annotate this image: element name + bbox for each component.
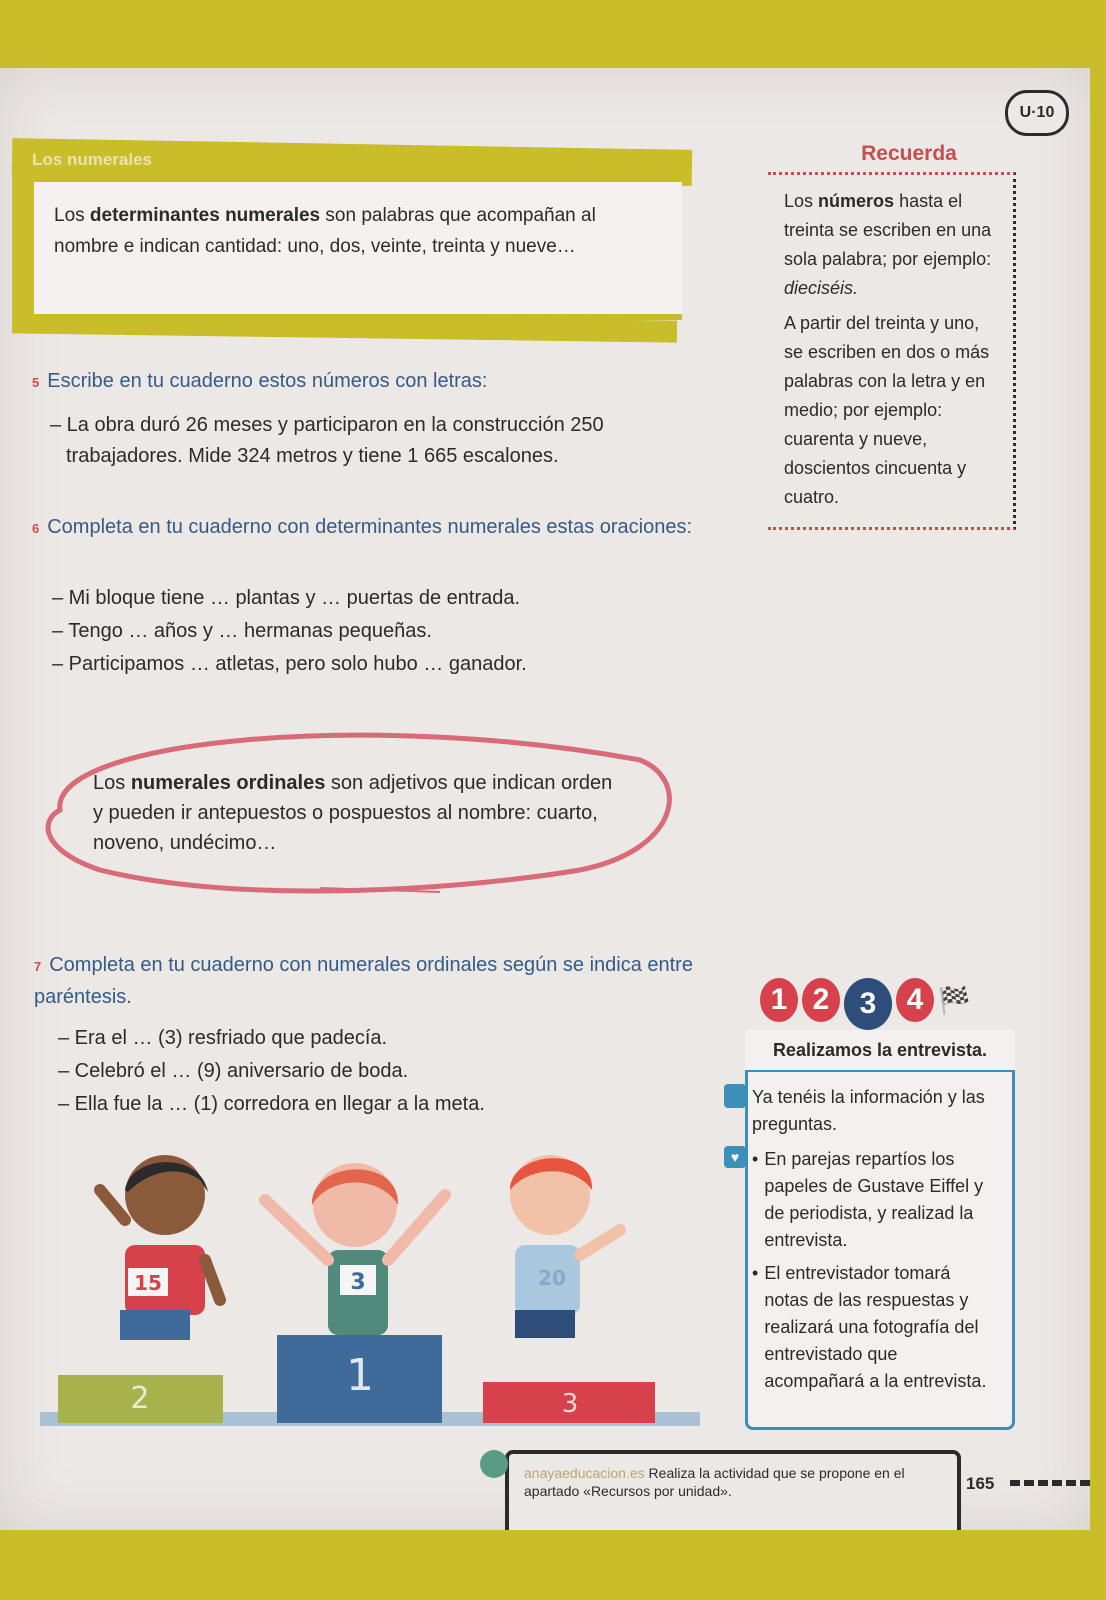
recuerda-p1-example: dieciséis. bbox=[784, 278, 859, 298]
footer-instruction: Realiza la actividad que se propone en el apartado «Recursos por unidad». bbox=[524, 1465, 905, 1499]
interview-title: Realizamos la entrevista. bbox=[745, 1030, 1015, 1072]
recuerda-box bbox=[768, 172, 1016, 530]
exercise-6-number: 6 bbox=[32, 521, 40, 536]
page-dashes bbox=[1010, 1480, 1090, 1486]
bib-3: 3 bbox=[350, 1270, 366, 1295]
exercise-7-number: 7 bbox=[34, 959, 42, 974]
page-number: 165 bbox=[966, 1474, 995, 1493]
exercise-7-item-3: – Ella fue la … (1) corredora en llegar a la meta. bbox=[58, 1093, 485, 1115]
podium-3-label: 3 bbox=[561, 1389, 579, 1419]
interview-panel: Ya tenéis la información y las preguntas. ♥ • En parejas repartíos los papeles de Gustave Eiffel y de periodista, y realizad la entrevista. • El entrevistador tomará notas de las respuestas y realizará una fotografía del entrevistado que acompañará a la entrevista. bbox=[745, 1040, 1015, 1430]
definition-box bbox=[34, 182, 682, 314]
ordinales-text bbox=[93, 768, 613, 858]
exercise-5-prompt: Escribe en tu cuaderno estos números con letras: bbox=[47, 370, 488, 392]
exercise-7-prompt: Completa en tu cuaderno con numerales ordinales según se indica entre paréntesis. bbox=[34, 954, 693, 1008]
bottom-band bbox=[0, 1530, 1106, 1600]
exercise-6-prompt: Completa en tu cuaderno con determinantes numerales estas oraciones: bbox=[47, 516, 693, 538]
recuerda-p1-pre: Los bbox=[784, 191, 819, 211]
recuerda-paragraph-1 bbox=[784, 187, 1001, 303]
child-left bbox=[100, 1155, 220, 1340]
step-3-current: 3 bbox=[844, 978, 892, 1030]
exercise-6-item-3: – Participamos … atletas, pero solo hubo … ganador. bbox=[52, 653, 527, 675]
definition-bold: determinantes numerales bbox=[89, 205, 321, 226]
definition-post: son palabras que acompañan al nombre e indican cantidad: uno, dos, veinte, treinta y nueve… bbox=[54, 205, 596, 257]
child-center bbox=[265, 1163, 445, 1335]
interview-bullet-2: El entrevistador tomará notas de las respuestas y realizará una fotografía del entrevistado que acompañará a la entrevista. bbox=[764, 1263, 987, 1391]
recuerda-p1-bold: números bbox=[818, 191, 895, 211]
exercise-5-number: 5 bbox=[32, 375, 40, 390]
bib-20: 20 bbox=[538, 1266, 566, 1290]
exercise-5-item: – La obra duró 26 meses y participaron en la construcción 250 trabajadores. Mide 324 metros y tiene 1 665 escalones. bbox=[50, 414, 604, 467]
checkered-flag-icon: 🏁 bbox=[938, 985, 971, 1015]
ordinales-post: son adjetivos que indican orden y pueden ir antepuestos o pospuestos al nombre: cuarto, noveno, undécimo… bbox=[93, 772, 613, 854]
child-right bbox=[510, 1155, 620, 1338]
exercise-7-item-1: – Era el … (3) resfriado que padecía. bbox=[58, 1027, 388, 1049]
definition-pre: Los bbox=[54, 205, 90, 226]
recuerda-title: Recuerda bbox=[861, 142, 957, 165]
step-2: 2 bbox=[802, 978, 840, 1022]
recuerda-paragraph-2: A partir del treinta y uno, se escriben en dos o más palabras con la letra y en medio; por ejemplo: cuarenta y nueve, doscientos cincuenta y cuatro. bbox=[784, 313, 990, 507]
ordinales-pre: Los bbox=[93, 772, 131, 794]
recuerda-p1-post: hasta el treinta se escriben en una sola palabra; por ejemplo: bbox=[784, 191, 992, 269]
exercise-6 bbox=[32, 512, 712, 544]
web-resource-icon bbox=[480, 1450, 508, 1478]
unit-badge: U·10 bbox=[1005, 90, 1069, 136]
interview-bullet-1: En parejas repartíos los papeles de Gustave Eiffel y de periodista, y realizad la entrevista. bbox=[764, 1149, 984, 1250]
podium-1-label: 1 bbox=[346, 1350, 374, 1401]
steps-indicator bbox=[760, 978, 970, 1030]
step-4: 4 bbox=[896, 978, 934, 1022]
heart-icon: ♥ bbox=[724, 1146, 746, 1168]
interview-intro: Ya tenéis la información y las preguntas. bbox=[752, 1087, 985, 1134]
exercise-6-item-2: – Tengo … años y … hermanas pequeñas. bbox=[52, 620, 432, 642]
bib-15: 15 bbox=[134, 1271, 162, 1295]
section-label: Los numerales bbox=[32, 150, 152, 169]
footer-text bbox=[524, 1464, 944, 1500]
footer-site[interactable]: anayaeducacion.es bbox=[524, 1465, 645, 1481]
exercise-7-item-2: – Celebró el … (9) aniversario de boda. bbox=[58, 1060, 409, 1082]
exercise-6-item-1: – Mi bloque tiene … plantas y … puertas de entrada. bbox=[52, 587, 521, 609]
exercise-5 bbox=[32, 370, 732, 393]
podium-2-label: 2 bbox=[130, 1381, 150, 1416]
exercise-7 bbox=[34, 950, 694, 1013]
notebook-icon bbox=[724, 1084, 746, 1108]
podium-illustration bbox=[40, 1150, 720, 1440]
step-1: 1 bbox=[760, 978, 798, 1022]
ordinales-bold: numerales ordinales bbox=[130, 772, 326, 794]
